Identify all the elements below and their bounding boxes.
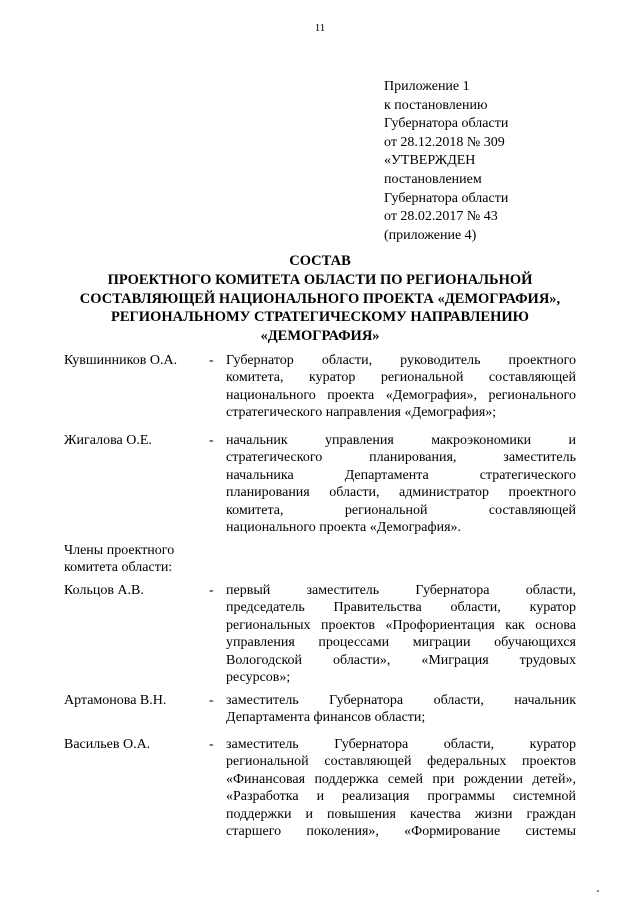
role-line: управления процессами миграции обучающихся — [226, 635, 576, 651]
appendix-line: к постановлению — [384, 97, 488, 113]
members-label-line: Члены проектного — [64, 543, 175, 558]
role-line: национального проекта «Демография», регионального — [226, 387, 576, 403]
role-line: региональных проектов «Профориентация как основа — [226, 617, 576, 633]
title-line: РЕГИОНАЛЬНОМУ СТРАТЕГИЧЕСКОМУ НАПРАВЛЕНИЮ — [111, 309, 529, 326]
role-line: начальника Департамента стратегического — [226, 467, 576, 483]
appendix-line: постановлением — [384, 171, 482, 187]
role-line: заместитель Губернатора области, куратор — [226, 737, 576, 752]
person-name: Артамонова В.Н. — [64, 693, 167, 708]
role-line: начальник управления макроэкономики и — [226, 433, 576, 448]
person-role — [226, 432, 576, 536]
role-line: национального проекта «Демография». — [226, 520, 462, 536]
role-line: председатель Правительства области, куратор — [226, 600, 576, 616]
role-line: стратегического планирования, заместитель — [226, 450, 576, 466]
dash: - — [209, 583, 214, 598]
appendix-line: «УТВЕРЖДЕН — [384, 153, 476, 169]
role-line: комитета, региональной составляющей — [226, 502, 576, 518]
person-role — [226, 582, 576, 686]
page-number: 11 — [314, 22, 326, 34]
role-line: поддержки и повышения качества жизни граждан — [226, 806, 576, 822]
person-name: Кувшинников О.А. — [64, 353, 178, 368]
dash: - — [209, 737, 214, 752]
role-line: комитета, куратор региональной составляющей — [226, 370, 576, 386]
title-line: ПРОЕКТНОГО КОМИТЕТА ОБЛАСТИ ПО РЕГИОНАЛЬНОЙ — [107, 271, 533, 288]
title-line: СОСТАВ — [289, 253, 351, 269]
title-line: «ДЕМОГРАФИЯ» — [260, 328, 380, 345]
person-role — [226, 736, 576, 840]
appendix-line: от 28.02.2017 № 43 — [384, 209, 498, 225]
members-label — [64, 542, 174, 577]
appendix-line: Губернатора области — [384, 116, 509, 132]
person-name: Кольцов А.В. — [64, 583, 144, 598]
role-line: первый заместитель Губернатора области, — [226, 583, 576, 598]
members-label-line: комитета области: — [64, 560, 173, 576]
role-line: Департамента финансов области; — [226, 710, 426, 726]
role-line: Губернатор области, руководитель проектного — [226, 353, 576, 368]
role-line: региональной составляющей федеральных проектов — [226, 754, 576, 770]
role-line: старшего поколения», «Формирование системы — [226, 824, 576, 840]
dash: - — [209, 433, 214, 448]
appendix-line: от 28.12.2018 № 309 — [384, 134, 505, 150]
role-line: ресурсов»; — [226, 670, 291, 686]
document-title — [70, 252, 570, 346]
role-line: «Финансовая поддержка семей при рождении детей», — [226, 771, 576, 787]
title-line: СОСТАВЛЯЮЩЕЙ НАЦИОНАЛЬНОГО ПРОЕКТА «ДЕМОГРАФИЯ», — [79, 290, 561, 307]
appendix-block — [384, 78, 508, 245]
scan-speck — [597, 890, 599, 892]
role-line: заместитель Губернатора области, начальник — [226, 693, 576, 708]
person-name: Васильев О.А. — [64, 737, 151, 752]
appendix-line: Приложение 1 — [384, 79, 470, 94]
person-role — [226, 692, 576, 727]
appendix-line: Губернатора области — [384, 190, 509, 206]
role-line: стратегического направления «Демография»; — [226, 405, 497, 421]
role-line: Вологодской области», «Миграция трудовых — [226, 652, 576, 668]
person-name: Жигалова О.Е. — [64, 433, 152, 448]
role-line: планирования области, администратор проектного — [226, 485, 576, 501]
person-role — [226, 352, 576, 422]
dash: - — [209, 353, 214, 368]
appendix-line: (приложение 4) — [384, 227, 477, 243]
dash: - — [209, 693, 214, 708]
role-line: «Разработка и реализация программы системной — [226, 789, 576, 805]
